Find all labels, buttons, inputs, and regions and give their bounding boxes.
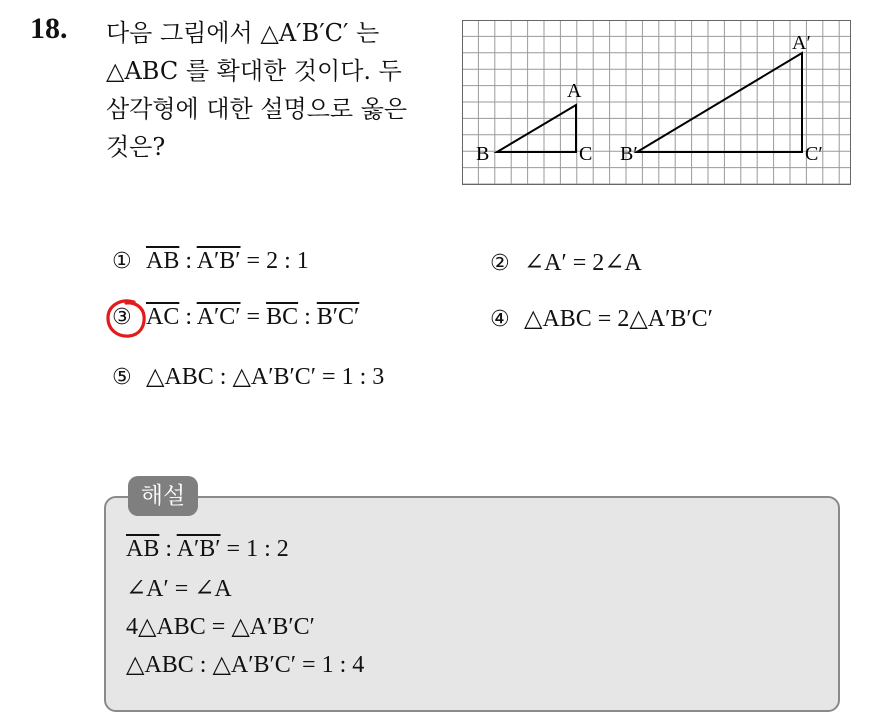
label-b: B	[476, 143, 490, 165]
option-2[interactable]: ② ∠A′ = 2∠A	[490, 250, 642, 276]
label-a-prime: A′	[792, 32, 811, 54]
label-b-prime: B′	[620, 143, 638, 165]
explanation-line: $\overline{AB}$ : A′B′ = 1 : 2	[126, 536, 289, 562]
question-line: △ABC 를 확대한 것이다. 두	[106, 57, 402, 85]
label-a: A	[567, 80, 582, 102]
option-1[interactable]: ① $\overline{AB}$ : A′B′ = 2 : 1	[112, 248, 309, 274]
question-line: 것은?	[106, 133, 166, 161]
triangle-figure	[462, 20, 852, 190]
option-4[interactable]: ④ △ABC = 2△A′B′C′	[490, 306, 713, 332]
question-number: 18.	[30, 12, 68, 45]
explanation-line: 4△ABC = △A′B′C′	[126, 614, 315, 640]
explanation-tag: 해설	[128, 476, 198, 516]
option-5[interactable]: ⑤ △ABC : △A′B′C′ = 1 : 3	[112, 364, 385, 390]
label-c: C	[579, 143, 593, 165]
explanation-box	[104, 496, 840, 712]
label-c-prime: C′	[805, 143, 823, 165]
small-triangle	[497, 105, 576, 152]
explanation-line: ∠A′ = ∠A	[126, 576, 232, 602]
option-3[interactable]: ③ $\overline{AC}$ : $A'C' = \overline{BC}$ : B′C′	[112, 304, 360, 330]
question-line: 다음 그림에서 △A′B′C′ 는	[106, 19, 380, 47]
explanation-line: △ABC : △A′B′C′ = 1 : 4	[126, 652, 365, 678]
question-text	[106, 14, 442, 166]
question-line: 삼각형에 대한 설명으로 옳은	[106, 95, 408, 123]
answer-circle-mark	[104, 296, 148, 340]
